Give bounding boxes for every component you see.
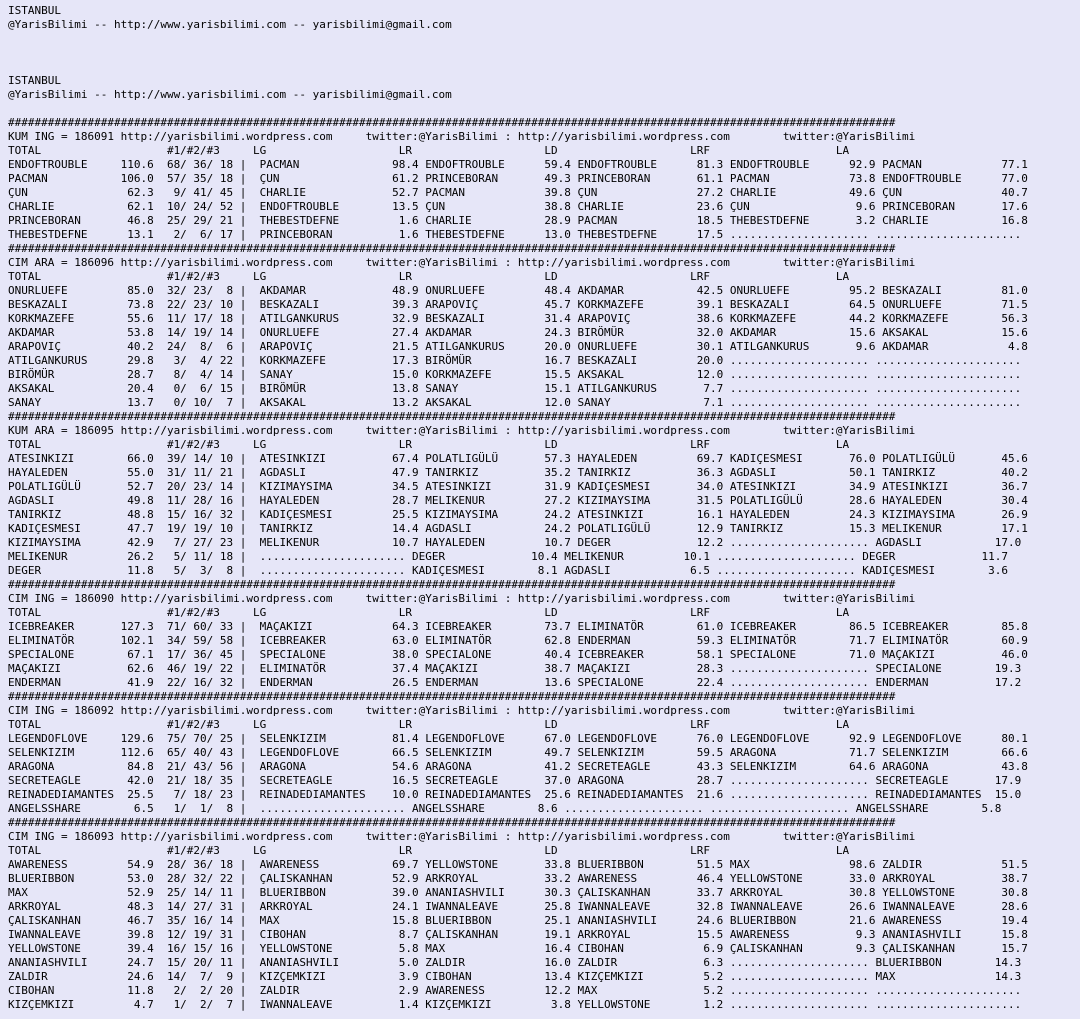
header-city: ISTANBUL [8,4,61,17]
header-city-repeat: ISTANBUL [8,74,61,87]
race-section [8,410,1080,578]
table-row: BESKAZALI 73.8 22/ 23/ 10 | BESKAZALI 39.3 ARAPOVIÇ 45.7 KORKMAZEFE 39.1 BESKAZALI 64.5 ONURLUEFE 71.5 [8,298,1028,311]
table-row: CIBOHAN 11.8 2/ 2/ 20 | ZALDIR 2.9 AWARENESS 12.2 MAX 5.2 ..................... ...................... [8,984,1022,997]
table-row: SPECIALONE 67.1 17/ 36/ 45 | SPECIALONE 38.0 SPECIALONE 40.4 ICEBREAKER 58.1 SPECIALONE 71.0 MAÇAKIZI 46.0 [8,648,1028,661]
table-row: BIRÖMÜR 28.7 8/ 4/ 14 | SANAY 15.0 KORKMAZEFE 15.5 AKSAKAL 12.0 ..................... ...................... [8,368,1022,381]
table-row: DEGER 11.8 5/ 3/ 8 | ...................... KADIÇESMESI 8.1 AGDASLI 6.5 ..................... KADIÇESMESI 3.6 [8,564,1009,577]
table-row: MAX 52.9 25/ 14/ 11 | BLUERIBBON 39.0 ANANIASHVILI 30.3 ÇALISKANHAN 33.7 ARKROYAL 30.8 YELLOWSTONE 30.8 [8,886,1028,899]
table-row: ENDOFTROUBLE 110.6 68/ 36/ 18 | PACMAN 98.4 ENDOFTROUBLE 59.4 ENDOFTROUBLE 81.3 ENDOFTROUBLE 92.9 PACMAN 77.1 [8,158,1028,171]
table-row: KADIÇESMESI 47.7 19/ 19/ 10 | TANIRKIZ 14.4 AGDASLI 24.2 POLATLIGÜLÜ 12.9 TANIRKIZ 15.3 MELIKENUR 17.1 [8,522,1028,535]
table-row: PACMAN 106.0 57/ 35/ 18 | ÇUN 61.2 PRINCEBORAN 49.3 PRINCEBORAN 61.1 PACMAN 73.8 ENDOFTROUBLE 77.0 [8,172,1028,185]
table-header: TOTAL #1/#2/#3 LG LR LD LRF LA [8,270,850,283]
table-row: SANAY 13.7 0/ 10/ 7 | AKSAKAL 13.2 AKSAKAL 12.0 SANAY 7.1 ..................... ...................... [8,396,1022,409]
race-section [8,116,1080,242]
table-row: ÇALISKANHAN 46.7 35/ 16/ 14 | MAX 15.8 BLUERIBBON 25.1 ANANIASHVILI 24.6 BLUERIBBON 21.6 AWARENESS 19.4 [8,914,1028,927]
table-row: SECRETEAGLE 42.0 21/ 18/ 35 | SECRETEAGLE 16.5 SECRETEAGLE 37.0 ARAGONA 28.7 ..................... SECRETEAGLE 17.9 [8,774,1022,787]
table-row: KIZÇEMKIZI 4.7 1/ 2/ 7 | IWANNALEAVE 1.4 KIZÇEMKIZI 3.8 YELLOWSTONE 1.2 ..................... ...................... [8,998,1022,1011]
separator-line: ###################################################################################################################################### [8,116,896,129]
table-row: ATILGANKURUS 29.8 3/ 4/ 22 | KORKMAZEFE 17.3 BIRÖMÜR 16.7 BESKAZALI 20.0 ..................... ...................... [8,354,1022,367]
table-row: HAYALEDEN 55.0 31/ 11/ 21 | AGDASLI 47.9 TANIRKIZ 35.2 TANIRKIZ 36.3 AGDASLI 50.1 TANIRKIZ 40.2 [8,466,1028,479]
blank-line [8,32,1080,46]
header-contact-repeat: @YarisBilimi -- http://www.yarisbilimi.com -- yarisbilimi@gmail.com [8,88,452,101]
table-row: ARAGONA 84.8 21/ 43/ 56 | ARAGONA 54.6 ARAGONA 41.2 SECRETEAGLE 43.3 SELENKIZIM 64.6 ARAGONA 43.8 [8,760,1028,773]
header-contact: @YarisBilimi -- http://www.yarisbilimi.com -- yarisbilimi@gmail.com [8,18,452,31]
separator-line: ###################################################################################################################################### [8,816,896,829]
table-header: TOTAL #1/#2/#3 LG LR LD LRF LA [8,718,850,731]
table-row: ANANIASHVILI 24.7 15/ 20/ 11 | ANANIASHVILI 5.0 ZALDIR 16.0 ZALDIR 6.3 ..................... BLUERIBBON 14.3 [8,956,1022,969]
race-title: KUM ING = 186091 http://yarisbilimi.wordpress.com twitter:@YarisBilimi : http://yarisbilimi.wordpress.com twitter:@YarisBilimi [8,130,916,143]
table-row: ZALDIR 24.6 14/ 7/ 9 | KIZÇEMKIZI 3.9 CIBOHAN 13.4 KIZÇEMKIZI 5.2 ..................... MAX 14.3 [8,970,1022,983]
race-section [8,242,1080,410]
separator-line: ###################################################################################################################################### [8,410,896,423]
separator-line: ###################################################################################################################################### [8,578,896,591]
table-row: SELENKIZIM 112.6 65/ 40/ 43 | LEGENDOFLOVE 66.5 SELENKIZIM 49.7 SELENKIZIM 59.5 ARAGONA 71.7 SELENKIZIM 66.6 [8,746,1028,759]
table-row: ELIMINATÖR 102.1 34/ 59/ 58 | ICEBREAKER 63.0 ELIMINATÖR 62.8 ENDERMAN 59.3 ELIMINATÖR 71.7 ELIMINATÖR 60.9 [8,634,1028,647]
race-title: CIM ARA = 186096 http://yarisbilimi.wordpress.com twitter:@YarisBilimi : http://yarisbilimi.wordpress.com twitter:@YarisBilimi [8,256,916,269]
table-row: POLATLIGÜLÜ 52.7 20/ 23/ 14 | KIZIMAYSIMA 34.5 ATESINKIZI 31.9 KADIÇESMESI 34.0 ATESINKIZI 34.9 ATESINKIZI 36.7 [8,480,1028,493]
table-row: AKSAKAL 20.4 0/ 6/ 15 | BIRÖMÜR 13.8 SANAY 15.1 ATILGANKURUS 7.7 ..................... ...................... [8,382,1022,395]
blank-line [8,46,1080,60]
blank-line [8,102,1080,116]
table-row: KORKMAZEFE 55.6 11/ 17/ 18 | ATILGANKURUS 32.9 BESKAZALI 31.4 ARAPOVIÇ 38.6 KORKMAZEFE 44.2 KORKMAZEFE 56.3 [8,312,1028,325]
table-row: ARAPOVIÇ 40.2 24/ 8/ 6 | ARAPOVIÇ 21.5 ATILGANKURUS 20.0 ONURLUEFE 30.1 ATILGANKURUS 9.6 AKDAMAR 4.8 [8,340,1028,353]
race-title: CIM ING = 186093 http://yarisbilimi.wordpress.com twitter:@YarisBilimi : http://yarisbilimi.wordpress.com twitter:@YarisBilimi [8,830,916,843]
table-header: TOTAL #1/#2/#3 LG LR LD LRF LA [8,844,850,857]
race-title: CIM ING = 186090 http://yarisbilimi.wordpress.com twitter:@YarisBilimi : http://yarisbilimi.wordpress.com twitter:@YarisBilimi [8,592,916,605]
race-title: CIM ING = 186092 http://yarisbilimi.wordpress.com twitter:@YarisBilimi : http://yarisbilimi.wordpress.com twitter:@YarisBilimi [8,704,916,717]
race-sections [8,116,1080,1012]
table-header: TOTAL #1/#2/#3 LG LR LD LRF LA [8,438,850,451]
table-row: MAÇAKIZI 62.6 46/ 19/ 22 | ELIMINATÖR 37.4 MAÇAKIZI 38.7 MAÇAKIZI 28.3 ..................... SPECIALONE 19.3 [8,662,1022,675]
table-row: REINADEDIAMANTES 25.5 7/ 18/ 23 | REINADEDIAMANTES 10.0 REINADEDIAMANTES 25.6 REINADEDIAMANTES 21.6 ..................... REINADEDIAMANTES 15.0 [8,788,1022,801]
separator-line: ###################################################################################################################################### [8,242,896,255]
separator-line: ###################################################################################################################################### [8,690,896,703]
table-row: ANGELSSHARE 6.5 1/ 1/ 8 | ...................... ANGELSSHARE 8.6 ..................... ..................... ANGELSSHARE 5.8 [8,802,1002,815]
table-row: YELLOWSTONE 39.4 16/ 15/ 16 | YELLOWSTONE 5.8 MAX 16.4 CIBOHAN 6.9 ÇALISKANHAN 9.3 ÇALISKANHAN 15.7 [8,942,1028,955]
table-row: THEBESTDEFNE 13.1 2/ 6/ 17 | PRINCEBORAN 1.6 THEBESTDEFNE 13.0 THEBESTDEFNE 17.5 ..................... ...................... [8,228,1022,241]
table-row: ONURLUEFE 85.0 32/ 23/ 8 | AKDAMAR 48.9 ONURLUEFE 48.4 AKDAMAR 42.5 ONURLUEFE 95.2 BESKAZALI 81.0 [8,284,1028,297]
table-row: BLUERIBBON 53.0 28/ 32/ 22 | ÇALISKANHAN 52.9 ARKROYAL 33.2 AWARENESS 46.4 YELLOWSTONE 33.0 ARKROYAL 38.7 [8,872,1028,885]
table-row: ENDERMAN 41.9 22/ 16/ 32 | ENDERMAN 26.5 ENDERMAN 13.6 SPECIALONE 22.4 ..................... ENDERMAN 17.2 [8,676,1022,689]
race-section [8,690,1080,816]
table-row: AGDASLI 49.8 11/ 28/ 16 | HAYALEDEN 28.7 MELIKENUR 27.2 KIZIMAYSIMA 31.5 POLATLIGÜLÜ 28.6 HAYALEDEN 30.4 [8,494,1028,507]
table-row: ARKROYAL 48.3 14/ 27/ 31 | ARKROYAL 24.1 IWANNALEAVE 25.8 IWANNALEAVE 32.8 IWANNALEAVE 26.6 IWANNALEAVE 28.6 [8,900,1028,913]
table-header: TOTAL #1/#2/#3 LG LR LD LRF LA [8,144,850,157]
race-section [8,816,1080,1012]
table-header: TOTAL #1/#2/#3 LG LR LD LRF LA [8,606,850,619]
table-row: ATESINKIZI 66.0 39/ 14/ 10 | ATESINKIZI 67.4 POLATLIGÜLÜ 57.3 HAYALEDEN 69.7 KADIÇESMESI 76.0 POLATLIGÜLÜ 45.6 [8,452,1028,465]
race-section [8,578,1080,690]
table-row: ICEBREAKER 127.3 71/ 60/ 33 | MAÇAKIZI 64.3 ICEBREAKER 73.7 ELIMINATÖR 61.0 ICEBREAKER 86.5 ICEBREAKER 85.8 [8,620,1028,633]
table-row: MELIKENUR 26.2 5/ 11/ 18 | ...................... DEGER 10.4 MELIKENUR 10.1 ..................... DEGER 11.7 [8,550,1009,563]
table-row: CHARLIE 62.1 10/ 24/ 52 | ENDOFTROUBLE 13.5 ÇUN 38.8 CHARLIE 23.6 ÇUN 9.6 PRINCEBORAN 17.6 [8,200,1028,213]
blank-line [8,60,1080,74]
table-row: AWARENESS 54.9 28/ 36/ 18 | AWARENESS 69.7 YELLOWSTONE 33.8 BLUERIBBON 51.5 MAX 98.6 ZALDIR 51.5 [8,858,1028,871]
table-row: IWANNALEAVE 39.8 12/ 19/ 31 | CIBOHAN 8.7 ÇALISKANHAN 19.1 ARKROYAL 15.5 AWARENESS 9.3 ANANIASHVILI 15.8 [8,928,1028,941]
table-row: LEGENDOFLOVE 129.6 75/ 70/ 25 | SELENKIZIM 81.4 LEGENDOFLOVE 67.0 LEGENDOFLOVE 76.0 LEGENDOFLOVE 92.9 LEGENDOFLOVE 80.1 [8,732,1028,745]
table-row: TANIRKIZ 48.8 15/ 16/ 32 | KADIÇESMESI 25.5 KIZIMAYSIMA 24.2 ATESINKIZI 16.1 HAYALEDEN 24.3 KIZIMAYSIMA 26.9 [8,508,1028,521]
table-row: KIZIMAYSIMA 42.9 7/ 27/ 23 | MELIKENUR 10.7 HAYALEDEN 10.7 DEGER 12.2 ..................... AGDASLI 17.0 [8,536,1022,549]
table-row: PRINCEBORAN 46.8 25/ 29/ 21 | THEBESTDEFNE 1.6 CHARLIE 28.9 PACMAN 18.5 THEBESTDEFNE 3.2 CHARLIE 16.8 [8,214,1028,227]
table-row: AKDAMAR 53.8 14/ 19/ 14 | ONURLUEFE 27.4 AKDAMAR 24.3 BIRÖMÜR 32.0 AKDAMAR 15.6 AKSAKAL 15.6 [8,326,1028,339]
race-title: KUM ARA = 186095 http://yarisbilimi.wordpress.com twitter:@YarisBilimi : http://yarisbilimi.wordpress.com twitter:@YarisBilimi [8,424,916,437]
table-row: ÇUN 62.3 9/ 41/ 45 | CHARLIE 52.7 PACMAN 39.8 ÇUN 27.2 CHARLIE 49.6 ÇUN 40.7 [8,186,1028,199]
